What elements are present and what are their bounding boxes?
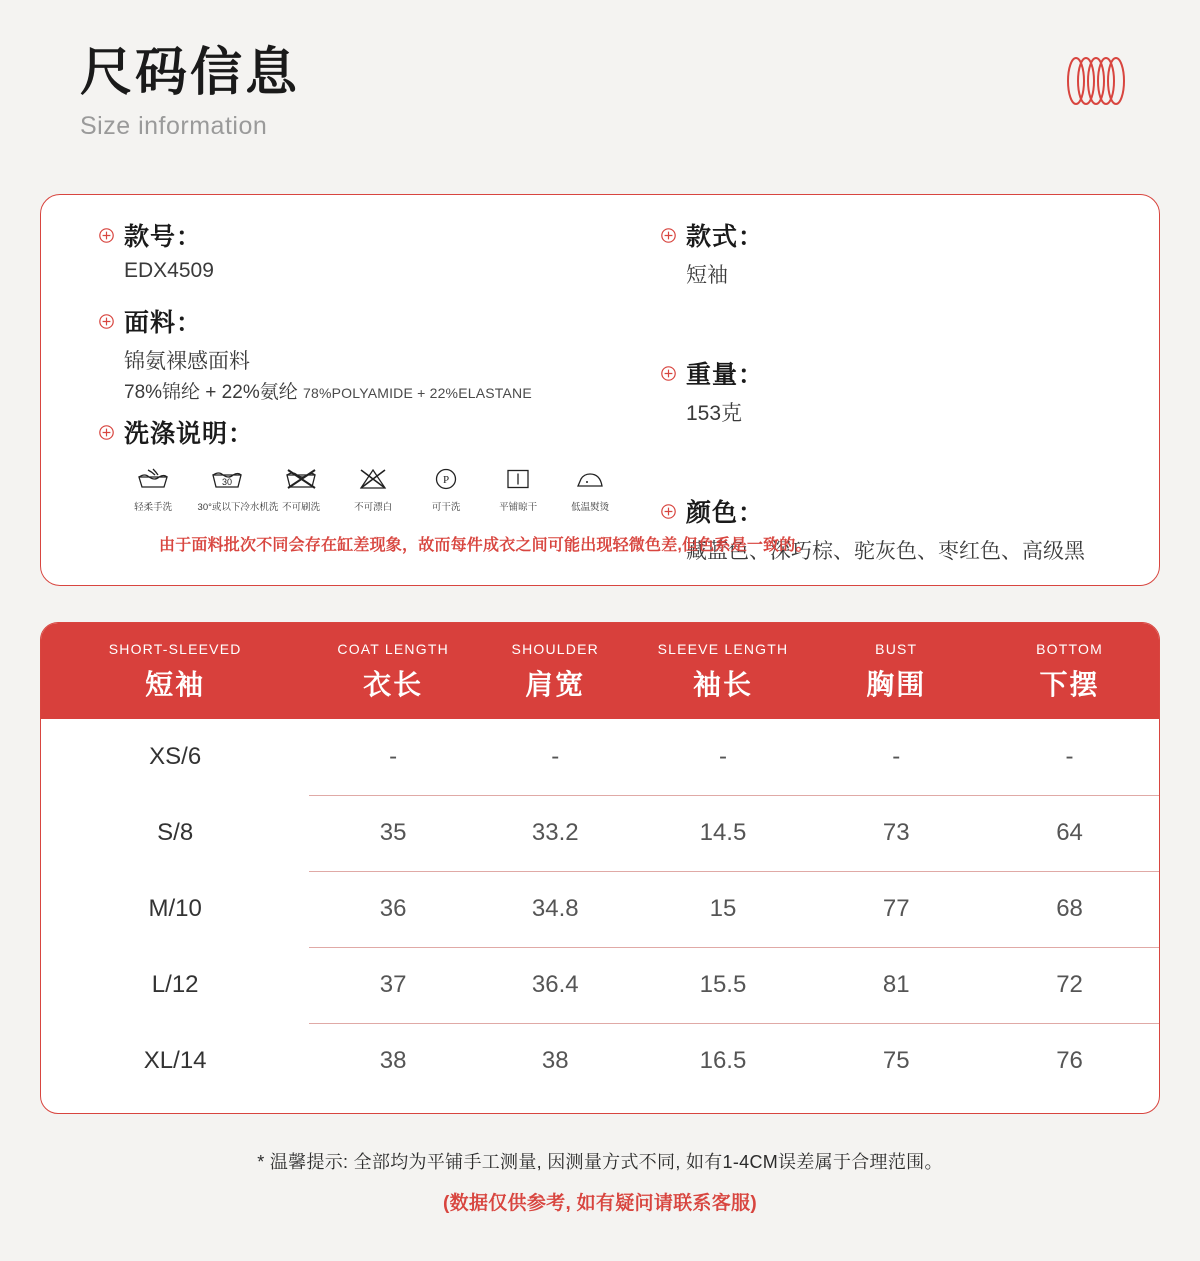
plus-bullet-icon xyxy=(661,228,676,243)
wash-care-item xyxy=(417,464,475,513)
field-fabric-composition xyxy=(124,377,619,404)
wash-care-item xyxy=(272,464,330,513)
plus-bullet-icon xyxy=(661,504,676,519)
cell-sleeve-length: - xyxy=(634,719,813,795)
column-header-en: BUST xyxy=(875,641,918,657)
cell-bust: 73 xyxy=(812,795,980,871)
size-label: M/10 xyxy=(148,895,202,922)
cell-bottom: - xyxy=(980,719,1159,795)
field-color-label xyxy=(661,493,1121,529)
column-header-cn: 袖长 xyxy=(692,669,753,700)
cell-bust: - xyxy=(812,719,980,795)
size-table-body xyxy=(41,719,1159,1099)
field-style-no-label-text: 款号： xyxy=(124,223,203,251)
field-fabric-label-text: 面料： xyxy=(124,309,203,337)
cell-bottom: 64 xyxy=(980,795,1159,871)
cell-bottom: 76 xyxy=(1056,1047,1083,1075)
wash-care-caption: 30°或以下冷水机洗 xyxy=(197,502,279,513)
product-info-card xyxy=(40,194,1160,586)
wash-care-caption: 不可漂白 xyxy=(354,502,393,513)
size-table xyxy=(41,623,1159,1099)
brand-spiral-logo-icon xyxy=(1064,55,1128,107)
field-color-label-text: 颜色： xyxy=(686,499,765,527)
table-row xyxy=(41,719,1159,795)
wash-care-icon-row xyxy=(124,464,619,513)
table-row xyxy=(41,1023,1159,1099)
size-label: XS/6 xyxy=(149,743,202,770)
cell-shoulder: 38 xyxy=(541,1047,569,1075)
field-weight-value: 153克 xyxy=(686,402,743,425)
wash-care-caption: 轻柔手洗 xyxy=(134,502,173,513)
no-bleach-icon xyxy=(344,464,402,494)
size-label: L/12 xyxy=(151,971,199,998)
field-fabric-value: 锦氨裸感面料 xyxy=(124,350,250,373)
wash-care-caption: 可干洗 xyxy=(431,502,460,513)
cell-shoulder: - xyxy=(477,719,634,795)
field-style-type-label xyxy=(661,217,1121,253)
field-weight xyxy=(661,355,1121,427)
column-header-en: BOTTOM xyxy=(1036,641,1103,657)
page-title: 尺码信息 xyxy=(80,44,301,102)
flat-dry-icon xyxy=(489,464,547,494)
table-row xyxy=(41,871,1159,947)
column-header-bottom xyxy=(980,623,1159,719)
column-header-en: SHORT-SLEEVED xyxy=(108,641,242,657)
cell-shoulder: 33.2 xyxy=(477,795,634,871)
column-header-en: COAT LENGTH xyxy=(337,641,449,657)
cell-shoulder: 34.8 xyxy=(477,871,634,947)
table-row xyxy=(41,795,1159,871)
field-color-value: 藏蓝色、深巧棕、驼灰色、枣红色、高级黑 xyxy=(686,540,1085,563)
wash-care-item xyxy=(561,464,619,513)
page-header xyxy=(80,45,300,141)
no-scrub-icon xyxy=(272,464,330,494)
column-header-coat-length xyxy=(309,623,477,719)
field-wash-care-label xyxy=(99,414,619,450)
info-column-right xyxy=(661,217,1121,585)
wash-care-item xyxy=(196,464,279,513)
fabric-composition-en: 78%POLYAMIDE + 22%ELASTANE xyxy=(303,385,532,401)
plus-bullet-icon xyxy=(661,366,676,381)
field-fabric xyxy=(99,303,619,404)
cell-bottom: 72 xyxy=(980,947,1159,1023)
size-label: S/8 xyxy=(157,819,194,846)
field-style-type-label-text: 款式： xyxy=(686,223,765,251)
field-weight-label xyxy=(661,355,1121,391)
wash-care-caption: 不可刷洗 xyxy=(282,502,321,513)
footer-reference-warning: (数据仅供参考, 如有疑问请联系客服) xyxy=(443,1193,757,1214)
cell-bust: 75 xyxy=(882,1047,910,1075)
field-weight-label-text: 重量： xyxy=(686,361,765,389)
footer xyxy=(0,1148,1200,1215)
size-table-head xyxy=(41,623,1159,719)
field-wash-care-label-text: 洗涤说明： xyxy=(124,420,255,448)
field-style-no xyxy=(99,217,619,283)
column-header-sleeve-length xyxy=(634,623,813,719)
wash-care-item xyxy=(124,464,182,513)
column-header-cn: 衣长 xyxy=(363,669,424,700)
hand-wash-icon xyxy=(124,464,182,494)
dry-clean-p-icon xyxy=(417,464,475,494)
cell-bust: 81 xyxy=(812,947,980,1023)
cell-coat-length: 36 xyxy=(309,871,477,947)
column-header-shoulder xyxy=(477,623,634,719)
column-header-bust xyxy=(812,623,980,719)
field-style-type-value: 短袖 xyxy=(686,264,728,287)
column-header-cn: 肩宽 xyxy=(525,669,586,700)
low-iron-icon xyxy=(561,464,619,494)
field-wash-care xyxy=(99,414,619,513)
wash-care-item xyxy=(344,464,402,513)
plus-bullet-icon xyxy=(99,314,114,329)
size-label: XL/14 xyxy=(143,1047,207,1074)
cell-coat-length: 37 xyxy=(309,947,477,1023)
column-header-cn: 胸围 xyxy=(866,669,927,700)
machine-wash-30-icon xyxy=(196,464,258,494)
info-column-left xyxy=(99,217,619,517)
table-row xyxy=(41,947,1159,1023)
size-table-card xyxy=(40,622,1160,1114)
wash-care-item xyxy=(489,464,547,513)
cell-shoulder: 36.4 xyxy=(477,947,634,1023)
column-header-short-sleeved xyxy=(41,623,309,719)
column-header-en: SHOULDER xyxy=(511,641,599,657)
column-header-cn: 短袖 xyxy=(145,669,206,700)
svg-text:P: P xyxy=(442,474,449,486)
field-style-type xyxy=(661,217,1121,289)
cell-sleeve-length: 15 xyxy=(634,871,813,947)
wash-care-caption: 平铺晾干 xyxy=(498,502,537,513)
plus-bullet-icon xyxy=(99,228,114,243)
field-fabric-label xyxy=(99,303,619,339)
size-table-header-row xyxy=(41,623,1159,719)
page-subtitle: Size information xyxy=(80,112,268,141)
svg-text:30: 30 xyxy=(222,477,233,487)
footer-measurement-note: * 温馨提示: 全部均为平铺手工测量, 因测量方式不同, 如有1-4CM误差属于合理范围。 xyxy=(257,1152,943,1172)
cell-coat-length: 35 xyxy=(309,795,477,871)
color-difference-notice: 由于面料批次不同会存在缸差现象，故而每件成衣之间可能出现轻微色差,但色系是一致的。 xyxy=(159,537,812,554)
wash-care-caption: 低温熨烫 xyxy=(570,502,609,513)
column-header-en: SLEEVE LENGTH xyxy=(657,641,789,657)
cell-coat-length: 38 xyxy=(379,1047,407,1075)
field-style-no-label xyxy=(99,217,619,253)
column-header-cn: 下摆 xyxy=(1039,669,1100,700)
fabric-composition-cn: 78%锦纶 + 22%氨纶 xyxy=(124,382,298,403)
cell-sleeve-length: 14.5 xyxy=(634,795,813,871)
field-style-no-value: EDX4509 xyxy=(124,259,214,282)
cell-sleeve-length: 16.5 xyxy=(699,1047,747,1075)
cell-bust: 77 xyxy=(812,871,980,947)
cell-sleeve-length: 15.5 xyxy=(634,947,813,1023)
cell-bottom: 68 xyxy=(980,871,1159,947)
plus-bullet-icon xyxy=(99,425,114,440)
cell-coat-length: - xyxy=(309,719,477,795)
